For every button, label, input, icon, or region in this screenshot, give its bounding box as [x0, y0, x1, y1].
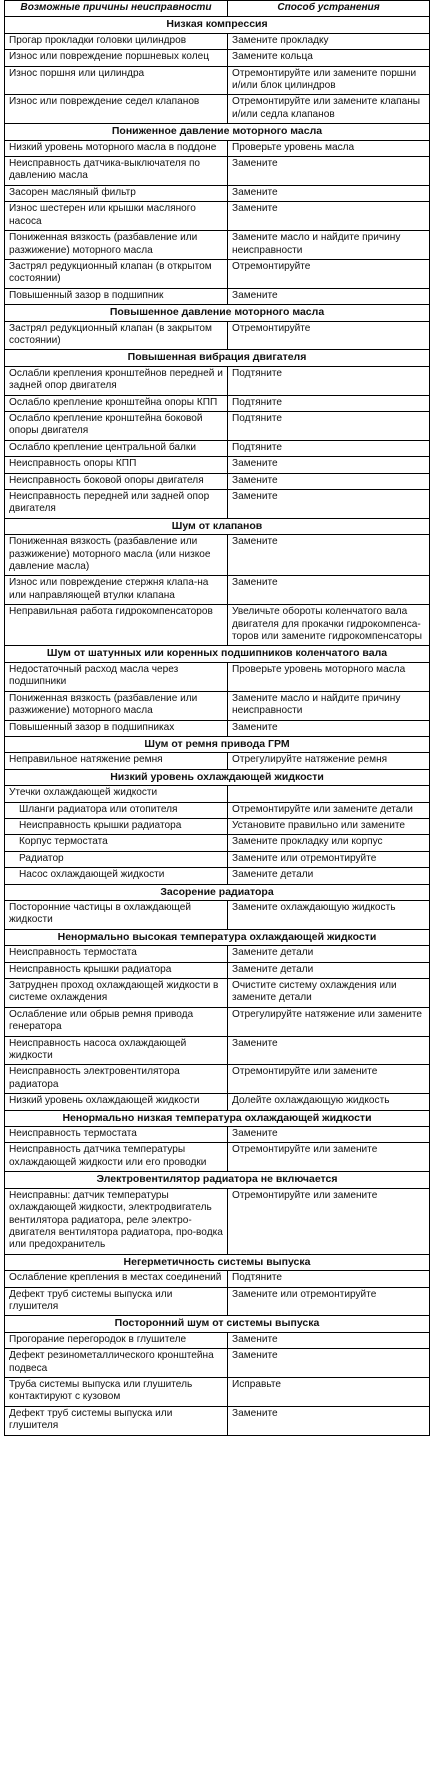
table-row: [5, 1065, 430, 1094]
remedy-cell: Подтяните: [228, 440, 430, 456]
cause-cell: Прогар прокладки головки цилиндров: [5, 33, 228, 49]
table-row: [5, 818, 430, 834]
cause-cell: Неисправность датчика-выключателя по давлению масла: [5, 157, 228, 186]
section-row: [5, 1110, 430, 1126]
table-row: [5, 1007, 430, 1036]
cause-cell: Насос охлаждающей жидкости: [5, 868, 228, 884]
table-row: [5, 457, 430, 473]
cause-cell: Износ или повреждение поршневых колец: [5, 50, 228, 66]
remedy-cell: Замените масло и найдите причину неисправности: [228, 231, 430, 260]
remedy-cell: Замените: [228, 576, 430, 605]
cause-cell: Неисправность опоры КПП: [5, 457, 228, 473]
table-row: [5, 946, 430, 962]
cause-cell: Низкий уровень охлаждающей жидкости: [5, 1094, 228, 1110]
cause-cell: Неисправность электровентилятора радиатора: [5, 1065, 228, 1094]
table-body: [5, 17, 430, 1435]
section-title: Низкая компрессия: [5, 17, 430, 33]
table-row: [5, 851, 430, 867]
table-row: [5, 411, 430, 440]
cause-cell: Повышенный зазор в подшипник: [5, 288, 228, 304]
remedy-cell: Замените: [228, 1036, 430, 1065]
cause-cell: Неправильное натяжение ремня: [5, 753, 228, 769]
cause-cell: Неисправность термостата: [5, 1127, 228, 1143]
section-row: [5, 929, 430, 945]
cause-cell: Пониженная вязкость (разбавление или разжижение) моторного масла (или низкое давление масла): [5, 535, 228, 576]
section-title: Шум от клапанов: [5, 518, 430, 534]
remedy-cell: Замените: [228, 490, 430, 519]
cause-cell: Неправильная работа гидрокомпенсаторов: [5, 605, 228, 646]
section-title: Пониженное давление моторного масла: [5, 124, 430, 140]
cause-cell: Неисправность датчика температуры охлаждающей жидкости или его проводки: [5, 1143, 228, 1172]
section-row: [5, 646, 430, 662]
table-row: [5, 691, 430, 720]
table-row: [5, 66, 430, 95]
remedy-cell: Замените: [228, 288, 430, 304]
section-row: [5, 1254, 430, 1270]
header-cause: Возможные причины неисправности: [5, 1, 228, 17]
table-row: [5, 1127, 430, 1143]
section-title: Шум от ремня привода ГРМ: [5, 736, 430, 752]
table-row: [5, 786, 430, 802]
section-row: [5, 518, 430, 534]
table-row: [5, 900, 430, 929]
header-row: [5, 1, 430, 17]
table-row: [5, 720, 430, 736]
cause-cell: Дефект резинометаллического кронштейна подвеса: [5, 1349, 228, 1378]
table-row: [5, 259, 430, 288]
remedy-cell: Замените охлаждающую жидкость: [228, 900, 430, 929]
table-row: [5, 662, 430, 691]
table-row: [5, 490, 430, 519]
remedy-cell: Подтяните: [228, 1271, 430, 1287]
cause-cell: Ослабло крепление кронштейна боковой опоры двигателя: [5, 411, 228, 440]
section-row: [5, 1172, 430, 1188]
remedy-cell: Исправьте: [228, 1377, 430, 1406]
table-row: [5, 1377, 430, 1406]
table-row: [5, 1287, 430, 1316]
cause-cell: Радиатор: [5, 851, 228, 867]
table-row: [5, 202, 430, 231]
remedy-cell: Замените детали: [228, 962, 430, 978]
cause-cell: Пониженная вязкость (разбавление или разжижение) моторного масла: [5, 231, 228, 260]
remedy-cell: Замените: [228, 185, 430, 201]
table-row: [5, 802, 430, 818]
cause-cell: Износ или повреждение стержня клапа-на или направляющей втулки клапана: [5, 576, 228, 605]
section-title: Ненормально низкая температура охлаждающей жидкости: [5, 1110, 430, 1126]
table-row: [5, 979, 430, 1008]
section-title: Негерметичность системы выпуска: [5, 1254, 430, 1270]
table-row: [5, 33, 430, 49]
remedy-cell: Отремонтируйте или замените: [228, 1143, 430, 1172]
table-row: [5, 440, 430, 456]
table-row: [5, 1188, 430, 1254]
remedy-cell: Отремонтируйте или замените клапаны и/или седла клапанов: [228, 95, 430, 124]
table-row: [5, 231, 430, 260]
remedy-cell: Замените: [228, 720, 430, 736]
remedy-cell: Увеличьте обороты коленчатого вала двигателя для прокачки гидрокомпенса-торов или замените гидрокомпенсаторы: [228, 605, 430, 646]
section-row: [5, 769, 430, 785]
remedy-cell: Отремонтируйте: [228, 321, 430, 350]
table-row: [5, 535, 430, 576]
section-row: [5, 1316, 430, 1332]
cause-cell: Неисправность термостата: [5, 946, 228, 962]
section-title: Ненормально высокая температура охлаждающей жидкости: [5, 929, 430, 945]
remedy-cell: Подтяните: [228, 395, 430, 411]
remedy-cell: Подтяните: [228, 411, 430, 440]
cause-cell: Пониженная вязкость (разбавление или разжижение) моторного масла: [5, 691, 228, 720]
table-row: [5, 605, 430, 646]
remedy-cell: Замените: [228, 457, 430, 473]
remedy-cell: Отремонтируйте или замените детали: [228, 802, 430, 818]
remedy-cell: Замените масло и найдите причину неисправности: [228, 691, 430, 720]
cause-cell: Затруднен проход охлаждающей жидкости в системе охлаждения: [5, 979, 228, 1008]
cause-cell: Ослабление крепления в местах соединений: [5, 1271, 228, 1287]
table-row: [5, 366, 430, 395]
table-row: [5, 95, 430, 124]
cause-cell: Неисправность передней или задней опор двигателя: [5, 490, 228, 519]
cause-cell: Корпус термостата: [5, 835, 228, 851]
cause-cell: Ослабло крепление кронштейна опоры КПП: [5, 395, 228, 411]
table-row: [5, 1094, 430, 1110]
cause-cell: Шланги радиатора или отопителя: [5, 802, 228, 818]
section-row: [5, 736, 430, 752]
table-row: [5, 576, 430, 605]
remedy-cell: Замените: [228, 473, 430, 489]
remedy-cell: Отрегулируйте натяжение ремня: [228, 753, 430, 769]
cause-cell: Неисправность крышки радиатора: [5, 818, 228, 834]
remedy-cell: Установите правильно или замените: [228, 818, 430, 834]
remedy-cell: Отремонтируйте или замените: [228, 1188, 430, 1254]
section-title: Повышенное давление моторного масла: [5, 305, 430, 321]
table-row: [5, 288, 430, 304]
troubleshooting-table: [4, 0, 430, 1436]
cause-cell: Дефект труб системы выпуска или глушителя: [5, 1406, 228, 1435]
remedy-cell: Замените: [228, 1127, 430, 1143]
cause-cell: Износ поршня или цилиндра: [5, 66, 228, 95]
remedy-cell: Отремонтируйте: [228, 259, 430, 288]
cause-cell: Застрял редукционный клапан (в закрытом состоянии): [5, 321, 228, 350]
cause-cell: Низкий уровень моторного масла в поддоне: [5, 140, 228, 156]
remedy-cell: Очистите систему охлаждения или замените детали: [228, 979, 430, 1008]
section-title: Электровентилятор радиатора не включается: [5, 1172, 430, 1188]
remedy-cell: Отрегулируйте натяжение или замените: [228, 1007, 430, 1036]
cause-cell: Износ шестерен или крышки масляного насоса: [5, 202, 228, 231]
table-row: [5, 962, 430, 978]
table-row: [5, 321, 430, 350]
table-row: [5, 1406, 430, 1435]
remedy-cell: Замените или отремонтируйте: [228, 851, 430, 867]
remedy-cell: Долейте охлаждающую жидкость: [228, 1094, 430, 1110]
cause-cell: Износ или повреждение седел клапанов: [5, 95, 228, 124]
table-row: [5, 753, 430, 769]
section-title: Низкий уровень охлаждающей жидкости: [5, 769, 430, 785]
remedy-cell: Замените или отремонтируйте: [228, 1287, 430, 1316]
section-row: [5, 305, 430, 321]
cause-cell: Неисправность насоса охлаждающей жидкости: [5, 1036, 228, 1065]
cause-cell: Дефект труб системы выпуска или глушителя: [5, 1287, 228, 1316]
table-row: [5, 1332, 430, 1348]
section-row: [5, 350, 430, 366]
section-title: Повышенная вибрация двигателя: [5, 350, 430, 366]
remedy-cell: Проверьте уровень моторного масла: [228, 662, 430, 691]
cause-cell: Повышенный зазор в подшипниках: [5, 720, 228, 736]
cause-cell: Прогорание перегородок в глушителе: [5, 1332, 228, 1348]
cause-cell: Засорен масляный фильтр: [5, 185, 228, 201]
table-row: [5, 868, 430, 884]
cause-cell: Посторонние частицы в охлаждающей жидкости: [5, 900, 228, 929]
table-row: [5, 473, 430, 489]
remedy-cell: Замените кольца: [228, 50, 430, 66]
table-row: [5, 140, 430, 156]
cause-cell: Застрял редукционный клапан (в открытом состоянии): [5, 259, 228, 288]
remedy-cell: Замените: [228, 1349, 430, 1378]
cause-cell: Неисправность боковой опоры двигателя: [5, 473, 228, 489]
section-title: Засорение радиатора: [5, 884, 430, 900]
section-row: [5, 17, 430, 33]
section-title: Посторонний шум от системы выпуска: [5, 1316, 430, 1332]
table-row: [5, 1036, 430, 1065]
table-row: [5, 157, 430, 186]
remedy-cell: Замените: [228, 157, 430, 186]
remedy-cell: Замените: [228, 535, 430, 576]
remedy-cell: Замените: [228, 202, 430, 231]
remedy-cell: Отремонтируйте или замените поршни и/или блок цилиндров: [228, 66, 430, 95]
table-row: [5, 1349, 430, 1378]
cause-cell: Неисправность крышки радиатора: [5, 962, 228, 978]
remedy-cell: Замените детали: [228, 946, 430, 962]
cause-cell: Ослабло крепление центральной балки: [5, 440, 228, 456]
table-row: [5, 1143, 430, 1172]
section-title: Шум от шатунных или коренных подшипников коленчатого вала: [5, 646, 430, 662]
cause-cell: Труба системы выпуска или глушитель контактируют с кузовом: [5, 1377, 228, 1406]
remedy-cell: Замените: [228, 1406, 430, 1435]
table-header: [5, 1, 430, 17]
cause-cell: Ослабление или обрыв ремня привода генератора: [5, 1007, 228, 1036]
header-remedy: Способ устранения: [228, 1, 430, 17]
section-row: [5, 124, 430, 140]
table-row: [5, 835, 430, 851]
remedy-cell: Замените: [228, 1332, 430, 1348]
cause-cell: Неисправны: датчик температуры охлаждающей жидкости, электродвигатель вентилятора радиатора, реле электро-двигателя вентилятора радиатора, про-водка или предохранитель: [5, 1188, 228, 1254]
table-row: [5, 185, 430, 201]
remedy-cell: Подтяните: [228, 366, 430, 395]
table-row: [5, 395, 430, 411]
remedy-cell: Проверьте уровень масла: [228, 140, 430, 156]
cause-cell: Недостаточный расход масла через подшипники: [5, 662, 228, 691]
cause-cell: Ослабли крепления кронштейнов передней и задней опор двигателя: [5, 366, 228, 395]
table-row: [5, 50, 430, 66]
section-row: [5, 884, 430, 900]
remedy-cell: Замените прокладку: [228, 33, 430, 49]
table-row: [5, 1271, 430, 1287]
remedy-cell: Отремонтируйте или замените: [228, 1065, 430, 1094]
remedy-cell: Замените прокладку или корпус: [228, 835, 430, 851]
cause-cell: Утечки охлаждающей жидкости: [5, 786, 228, 802]
remedy-cell: [228, 786, 430, 802]
remedy-cell: Замените детали: [228, 868, 430, 884]
